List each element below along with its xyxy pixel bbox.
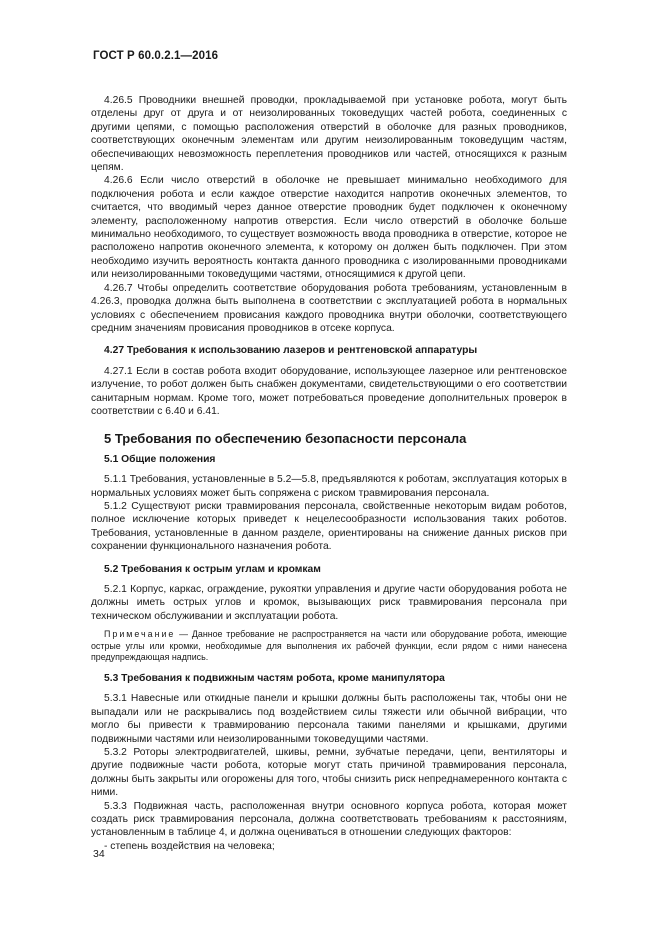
paragraph-5-3-2: 5.3.2 Роторы электродвигателей, шкивы, ремни, зубчатые передачи, цепи, вентиляторы и другие подвижные части робота, которые могут стать причиной травмирования персонала, должны быть закрыты или огорожены для того, чтобы снизить риск непреднамеренного контакта с ними.	[91, 747, 567, 799]
note-text: — Данное требование не распространяется на части или оборудование робота, имеющие острые углы или кромки, необходимые для выполнения их рабочей функции, если рядом с ними нанесена предупреждающая надпись.	[91, 629, 567, 663]
note-5-2	[91, 629, 567, 664]
page-body	[91, 94, 567, 853]
paragraph-5-1-2: 5.1.2 Существуют риски травмирования персонала, свойственные некоторым видам роботов, полное исключение которых приведет к нецелесообразности использования таких роботов. Требования, установленные в данном разделе, ориентированы на снижение данных рисков при сохранении функционального назначения робота.	[91, 500, 567, 553]
subsection-heading-4-27: 4.27 Требования к использованию лазеров и рентгеновской аппаратуры	[104, 345, 478, 357]
page-number: 34	[93, 848, 105, 860]
subsection-heading-5-2: 5.2 Требования к острым углам и кромкам	[104, 563, 321, 575]
paragraph-5-1-1: 5.1.1 Требования, установленные в 5.2—5.8, предъявляются к роботам, эксплуатация которых в нормальных условиях может быть сопряжена с риском травмирования персонала.	[91, 474, 567, 499]
paragraph-4-26-5: 4.26.5 Проводники внешней проводки, прокладываемой при установке робота, могут быть отделены друг от друга и от неизолированных токоведущих частей робота, соединенных с другими цепями, с помощью расположения отверстий в оболочке для разных проводников, соответствующих оконечным элементам или другим неизолированным токоведущим частям, обеспечивающих невозможность переплетения проводников или частей, относящихся к разным цепям.	[91, 95, 567, 174]
document-header: ГОСТ Р 60.0.2.1—2016	[93, 50, 219, 62]
paragraph-5-3-1: 5.3.1 Навесные или откидные панели и крышки должны быть расположены так, чтобы они не выпадали или не раскрывались под воздействием силы тяжести или обычной вибрации, что могло бы привести к травмированию персонала такими панелями и крышками, другими подвижными частями или неизолированными токоведущими частями.	[91, 693, 567, 745]
paragraph-5-2-1: 5.2.1 Корпус, каркас, ограждение, рукоятки управления и другие части оборудования робота не должны иметь острых углов и кромок, вызывающих риск травмирования персонала при техническом обслуживании и эксплуатации робота.	[91, 584, 567, 622]
section-heading-5: 5 Требования по обеспечению безопасности персонала	[104, 431, 467, 447]
paragraph-4-27-1: 4.27.1 Если в состав робота входит оборудование, использующее лазерное или рентгеновское излучение, то робот должен быть снабжен документами, свидетельствующими о его соответствии санитарным нормам. Кроме того, может потребоваться проведение дополнительных проверок в соответствии с 6.40 и 6.41.	[91, 365, 567, 417]
paragraph-5-3-3: 5.3.3 Подвижная часть, расположенная внутри основного корпуса робота, которая может создать риск травмирования персонала, должна соответствовать требованиям к расстояниям, установленным в таблице 4, и должна оцениваться в отношении следующих факторов:	[91, 800, 567, 839]
paragraph-4-26-6: 4.26.6 Если число отверстий в оболочке не превышает минимально необходимого для подключения робота и если каждое отверстие находится напротив оконечных элементов, то считается, что вводимый через данное отверстие проводник будет подключен к оконечному элементу, расположенному напротив отверстия. Если число отверстий в оболочке больше минимально необходимого, то существует возможность ввода проводника в отверстие, которое не расположено напротив оконечного элемента, к которому он должен быть подключен. При этом необходимо изучить вероятность контакта данного проводника с изолированными проводниками или неизолированными токоведущими частями, относящимися к другой цепи.	[91, 175, 567, 281]
paragraph-4-26-7: 4.26.7 Чтобы определить соответствие оборудования робота требованиям, установленным в 4.26.3, проводка должна быть выполнена в соответствии с эксплуатацией робота в нормальных условиях с обеспечением провисания каждого проводника внутри оболочки, соответствующего средним значениям провисания проводников в отсеке корпуса.	[91, 282, 567, 334]
note-label: Примечание	[104, 629, 176, 640]
list-item-impact: - степень воздействия на человека;	[104, 840, 275, 852]
subsection-heading-5-1: 5.1 Общие положения	[104, 453, 216, 465]
subsection-heading-5-3: 5.3 Требования к подвижным частям робота, кроме манипулятора	[104, 673, 445, 684]
